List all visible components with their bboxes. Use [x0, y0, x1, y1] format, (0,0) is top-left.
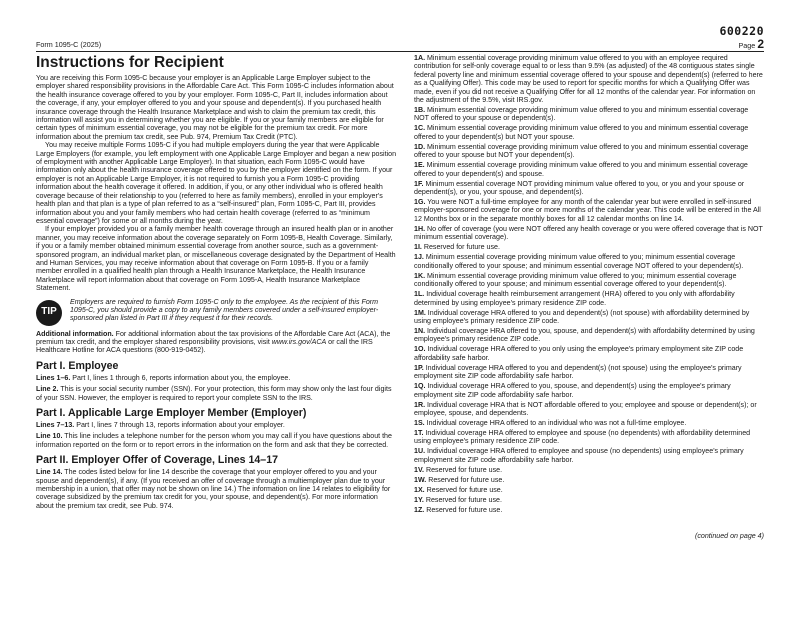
code-text: Minimum essential coverage providing minimum value offered to you with an employee required contribution for self-only coverage equal to or less than 9.5% (as adjusted) of the 48 contiguous states single federal poverty line and minimum essential coverage offered to your spouse and dependent(s) (referred to here as a Qualifying Offer). This code may be used to report for specific months for which a Qualifying Offer was made, even if you did not receive a Qualifying Offer for all 12 months of the calendar year. For information on the adjustment of the 9.5%, visit IRS.gov. [414, 54, 763, 105]
part2-line14-label: Line 14. [36, 468, 63, 477]
additional-info-tail: or call the IRS Healthcare Hotline for ACA questions (800-919-0452). [36, 337, 373, 355]
code-text: Reserved for future use. [421, 243, 500, 252]
multiple-forms-paragraph: You may receive multiple Forms 1095-C if you had multiple employers during the year that were Applicable Large Employers (for example, you left employment with one Applicable Large Employer and began a new position of employment with another Applicable Large Employer). In that situation, each Form 1095-C would have information only about the health insurance coverage offered to you by the employer identified on the form. If your employer is not an Applicable Large Employer, it is not required to furnish you a Form 1095-C providing information about the health coverage it offered. In addition, if you, or any other individual who is offered health coverage because of their relationship to you (referred to here as family members), enrolled in your employer's health plan and that plan is a type of plan referred to as a “self-insured” plan, Form 1095-C, Part III, provides information about you and your family members who had certain health coverage (referred to as “minimum essential coverage”) for some or all months during the year. [36, 141, 397, 225]
code-text: Individual coverage HRA offered to you only using the employee's primary employment site ZIP code affordability safe harbor. [414, 345, 744, 362]
code-text: Individual coverage HRA offered to you, spouse, and dependent(s) with affordability determined by using employee's primary residence ZIP code. [414, 326, 755, 344]
code-text: No offer of coverage (you were NOT offered any health coverage or you were offered coverage that is NOT minimum essential coverage). [414, 224, 763, 242]
code-label: 1X. [414, 485, 425, 494]
code-label: 1C. [414, 124, 426, 133]
code-text: Individual coverage health reimbursement arrangement (HRA) offered to you only with affordability determined by using employee's primary residence ZIP code. [414, 290, 735, 307]
code-item [414, 419, 764, 427]
additional-info-text: For additional information about the tax provisions of the Affordable Care Act (ACA), the premium tax credit, and the employer shared responsibility provisions, visit [36, 329, 391, 346]
code-item [414, 225, 764, 242]
code-item [414, 54, 764, 104]
code-item [414, 161, 764, 178]
code-item [414, 506, 764, 514]
right-column-codes [414, 54, 764, 516]
code-label: 1F. [414, 179, 424, 188]
part1b-line10 [36, 432, 396, 449]
part1-line2-text: This is your social security number (SSN). For your protection, this form may show only the last four digits of your SSN. However, the employer is required to report your complete SSN to the IRS. [36, 385, 392, 402]
tip-icon: TIP [36, 300, 62, 326]
part1b-lines [36, 421, 396, 429]
code-label: 1Y. [414, 495, 424, 504]
code-text: Minimum essential coverage providing minimum value offered to you and minimum essential coverage NOT offered to your spouse or dependent(s). [414, 106, 749, 123]
document-code: 600220 [719, 24, 764, 38]
code-item [414, 364, 764, 381]
tip-text: Employers are required to furnish Form 1095-C only to the employee. As the recipient of this Form 1095-C, you should provide a copy to any family members covered under a self-insured employer-sponsored plan listed in Part III if they request it for their records. [70, 297, 379, 323]
code-label: 1P. [414, 363, 424, 372]
code-label: 1D. [414, 142, 426, 151]
part1b-lines-text: Part I, lines 7 through 13, reports information about your employer. [74, 421, 285, 429]
code-label: 1S. [414, 418, 425, 427]
continued-note: (continued on page 4) [694, 532, 764, 540]
code-item [414, 486, 764, 494]
code-label: 1M. [414, 308, 426, 317]
code-text: Individual coverage HRA offered to you and dependent(s) (not spouse) using the employee's primary employment site ZIP code affordability safe harbor. [414, 363, 742, 381]
part2-line14 [36, 468, 396, 510]
code-item [414, 327, 764, 344]
page-number-value: 2 [757, 37, 764, 51]
left-column [36, 54, 396, 510]
code-text: Reserved for future use. [424, 505, 503, 514]
code-text: Individual coverage HRA offered to you, spouse, and dependent(s) using the employee's primary employment site ZIP code affordability safe harbor. [414, 382, 731, 399]
code-text: Minimum essential coverage providing minimum value offered to you and minimum essential coverage offered to your spouse but NOT your dependent(s). [414, 142, 749, 160]
code-text: You were NOT a full-time employee for any month of the calendar year but were enrolled in self-insured employer-sponsored coverage for one or more months of the calendar year. This code will be entered in the All 12 Months box or in the separate monthly boxes for all 12 calendar months on line 14. [414, 198, 761, 223]
page-number [739, 37, 764, 51]
additional-info [36, 330, 396, 355]
code-item [414, 253, 764, 270]
code-text: Individual coverage HRA that is NOT affordable offered to you; employee and spouse or dependent(s); or employee, spouse, and dependents. [414, 400, 757, 417]
code-label: 1A. [414, 54, 426, 62]
code-text: Minimum essential coverage providing minimum value offered to you and minimum essential coverage offered to your dependent(s) and spouse. [414, 161, 748, 178]
code-item [414, 198, 764, 223]
code-label: 1T. [414, 428, 424, 437]
form-label: Form 1095-C (2025) [36, 40, 102, 49]
code-text: Individual coverage HRA offered to you and dependent(s) (not spouse) with affordability determined by using employee's primary residence ZIP code. [414, 308, 750, 325]
code-text: Minimum essential coverage NOT providing minimum value offered to you, or you and your spouse or dependent(s), or you, your spouse, and dependent(s). [414, 179, 745, 197]
page-title: Instructions for Recipient [36, 54, 224, 71]
intro-paragraph: You are receiving this Form 1095-C because your employer is an Applicable Large Employer subject to the employer shared responsibility provisions in the Affordable Care Act. This Form 1095-C includes information about the health insurance coverage offered to you by your employer. Form 1095-C, Part II, includes information about the coverage, if any, your employer offered to you and your spouse and dependent(s). If you purchased health insurance coverage through the Health Insurance Marketplace and wish to claim the premium tax credit, this information will assist you in determining whether you are eligible. If you or your family members are eligible for certain types of minimum essential coverage, you may not be eligible for the premium tax credit. For more information about the premium tax credit, see Pub. 974, Premium Tax Credit (PTC). [36, 74, 394, 141]
code-label: 1R. [414, 400, 426, 409]
part1b-lines-label: Lines 7–13. [36, 421, 75, 429]
part1-line2 [36, 385, 396, 402]
part1b-heading: Part I. Applicable Large Employer Member (Employer) [36, 407, 307, 419]
code-text: Reserved for future use. [424, 465, 503, 474]
code-label: 1V. [414, 465, 424, 474]
code-item [414, 496, 764, 504]
code-item [414, 401, 764, 418]
code-item [414, 309, 764, 326]
part2-line14-text: The codes listed below for line 14 describe the coverage that your employer offered to you and your spouse and dependent(s), if any. (If you received an offer of coverage through a multiemployer plan due to your membership in a union, that offer may not be shown on line 14.) The information on line 14 relates to eligibility for coverage subsidized by the premium tax credit for you, your spouse, and dependent(s). For more information about the premium tax credit, see Pub. 974. [36, 468, 391, 510]
tip-box [36, 298, 396, 326]
code-item [414, 382, 764, 399]
code-text: Minimum essential coverage providing minimum value offered to you; minimum essential coverage conditionally offered to your spouse; and minimum essential coverage offered to your dependent(s). [414, 271, 737, 289]
code-item [414, 106, 764, 123]
code-label: 1K. [414, 271, 426, 280]
part1-lines-label: Lines 1–6. [36, 373, 71, 382]
aca-link[interactable]: www.irs.gov/ACA [271, 337, 327, 346]
part1-lines [36, 374, 396, 382]
code-text: Reserved for future use. [426, 475, 505, 484]
code-label: 1G. [414, 198, 426, 207]
code-label: 1L. [414, 290, 425, 299]
code-text: Individual coverage HRA offered to an individual who was not a full-time employee. [424, 418, 687, 427]
code-text: Reserved for future use. [424, 485, 503, 494]
code-label: 1I. [414, 243, 422, 252]
code-label: 1O. [414, 345, 426, 354]
code-text: Minimum essential coverage providing minimum value offered to you; minimum essential coverage conditionally offered to your spouse; and minimum essential coverage NOT offered to your dependent(s). [414, 253, 744, 270]
header-rule [36, 51, 764, 52]
code-item [414, 243, 764, 251]
code-label: 1N. [414, 326, 426, 335]
code-label: 1W. [414, 475, 427, 484]
code-item [414, 476, 764, 484]
additional-info-label: Additional information. [36, 329, 114, 338]
page-prefix: Page [738, 41, 756, 50]
code-label: 1J. [414, 253, 424, 262]
code-text: Individual coverage HRA offered to employee and spouse (no dependents) with affordability determined using employee's primary residence ZIP code. [414, 428, 751, 446]
code-label: 1Z. [414, 505, 425, 514]
code-label: 1E. [414, 161, 425, 170]
insured-plan-paragraph: If your employer provided you or a family member health coverage through an insured health plan or in another manner, you may receive information about the coverage separately on Form 1095-B, Health Coverage. Similarly, if you or a family member obtained minimum essential coverage from another source, such as a government-sponsored program, an individual market plan, or miscellaneous coverage designated by the Department of Health and Human Services, you may receive information about that coverage on Form 1095-B. If you or a family member enrolled in a qualified health plan through a Health Insurance Marketplace, the Health Insurance Marketplace will report information about that coverage on Form 1095-A, Health Insurance Marketplace Statement. [36, 225, 396, 293]
part1-lines-text: Part I, lines 1 through 6, reports information about you, the employee. [70, 373, 291, 382]
code-item [414, 143, 764, 160]
part1b-line10-text: This line includes a telephone number for the person whom you may call if you have questions about the information reported on the form or to report errors in the information on the form and ask that they be corrected. [36, 432, 392, 449]
code-label: 1B. [414, 106, 426, 115]
code-item [414, 345, 764, 362]
code-item [414, 180, 764, 197]
code-label: 1H. [414, 224, 426, 233]
part2-heading: Part II. Employer Offer of Coverage, Lines 14–17 [36, 454, 278, 467]
code-text: Individual coverage HRA offered to employee and spouse (no dependents) using employee's primary employment site ZIP code affordability safe harbor. [414, 447, 744, 464]
part1-heading: Part I. Employee [36, 359, 119, 372]
code-item [414, 447, 764, 464]
code-label: 1U. [414, 447, 426, 456]
part1-line2-label: Line 2. [36, 385, 59, 394]
code-item [414, 466, 764, 474]
part1b-line10-label: Line 10. [36, 432, 63, 441]
code-item [414, 124, 764, 141]
code-item [414, 290, 764, 307]
code-label: 1Q. [414, 382, 426, 391]
code-text: Reserved for future use. [423, 495, 502, 504]
code-item [414, 272, 764, 289]
code-text: Minimum essential coverage providing minimum value offered to you and minimum essential coverage offered to your dependent(s) but NOT your spouse. [414, 124, 749, 141]
code-item [414, 429, 764, 446]
